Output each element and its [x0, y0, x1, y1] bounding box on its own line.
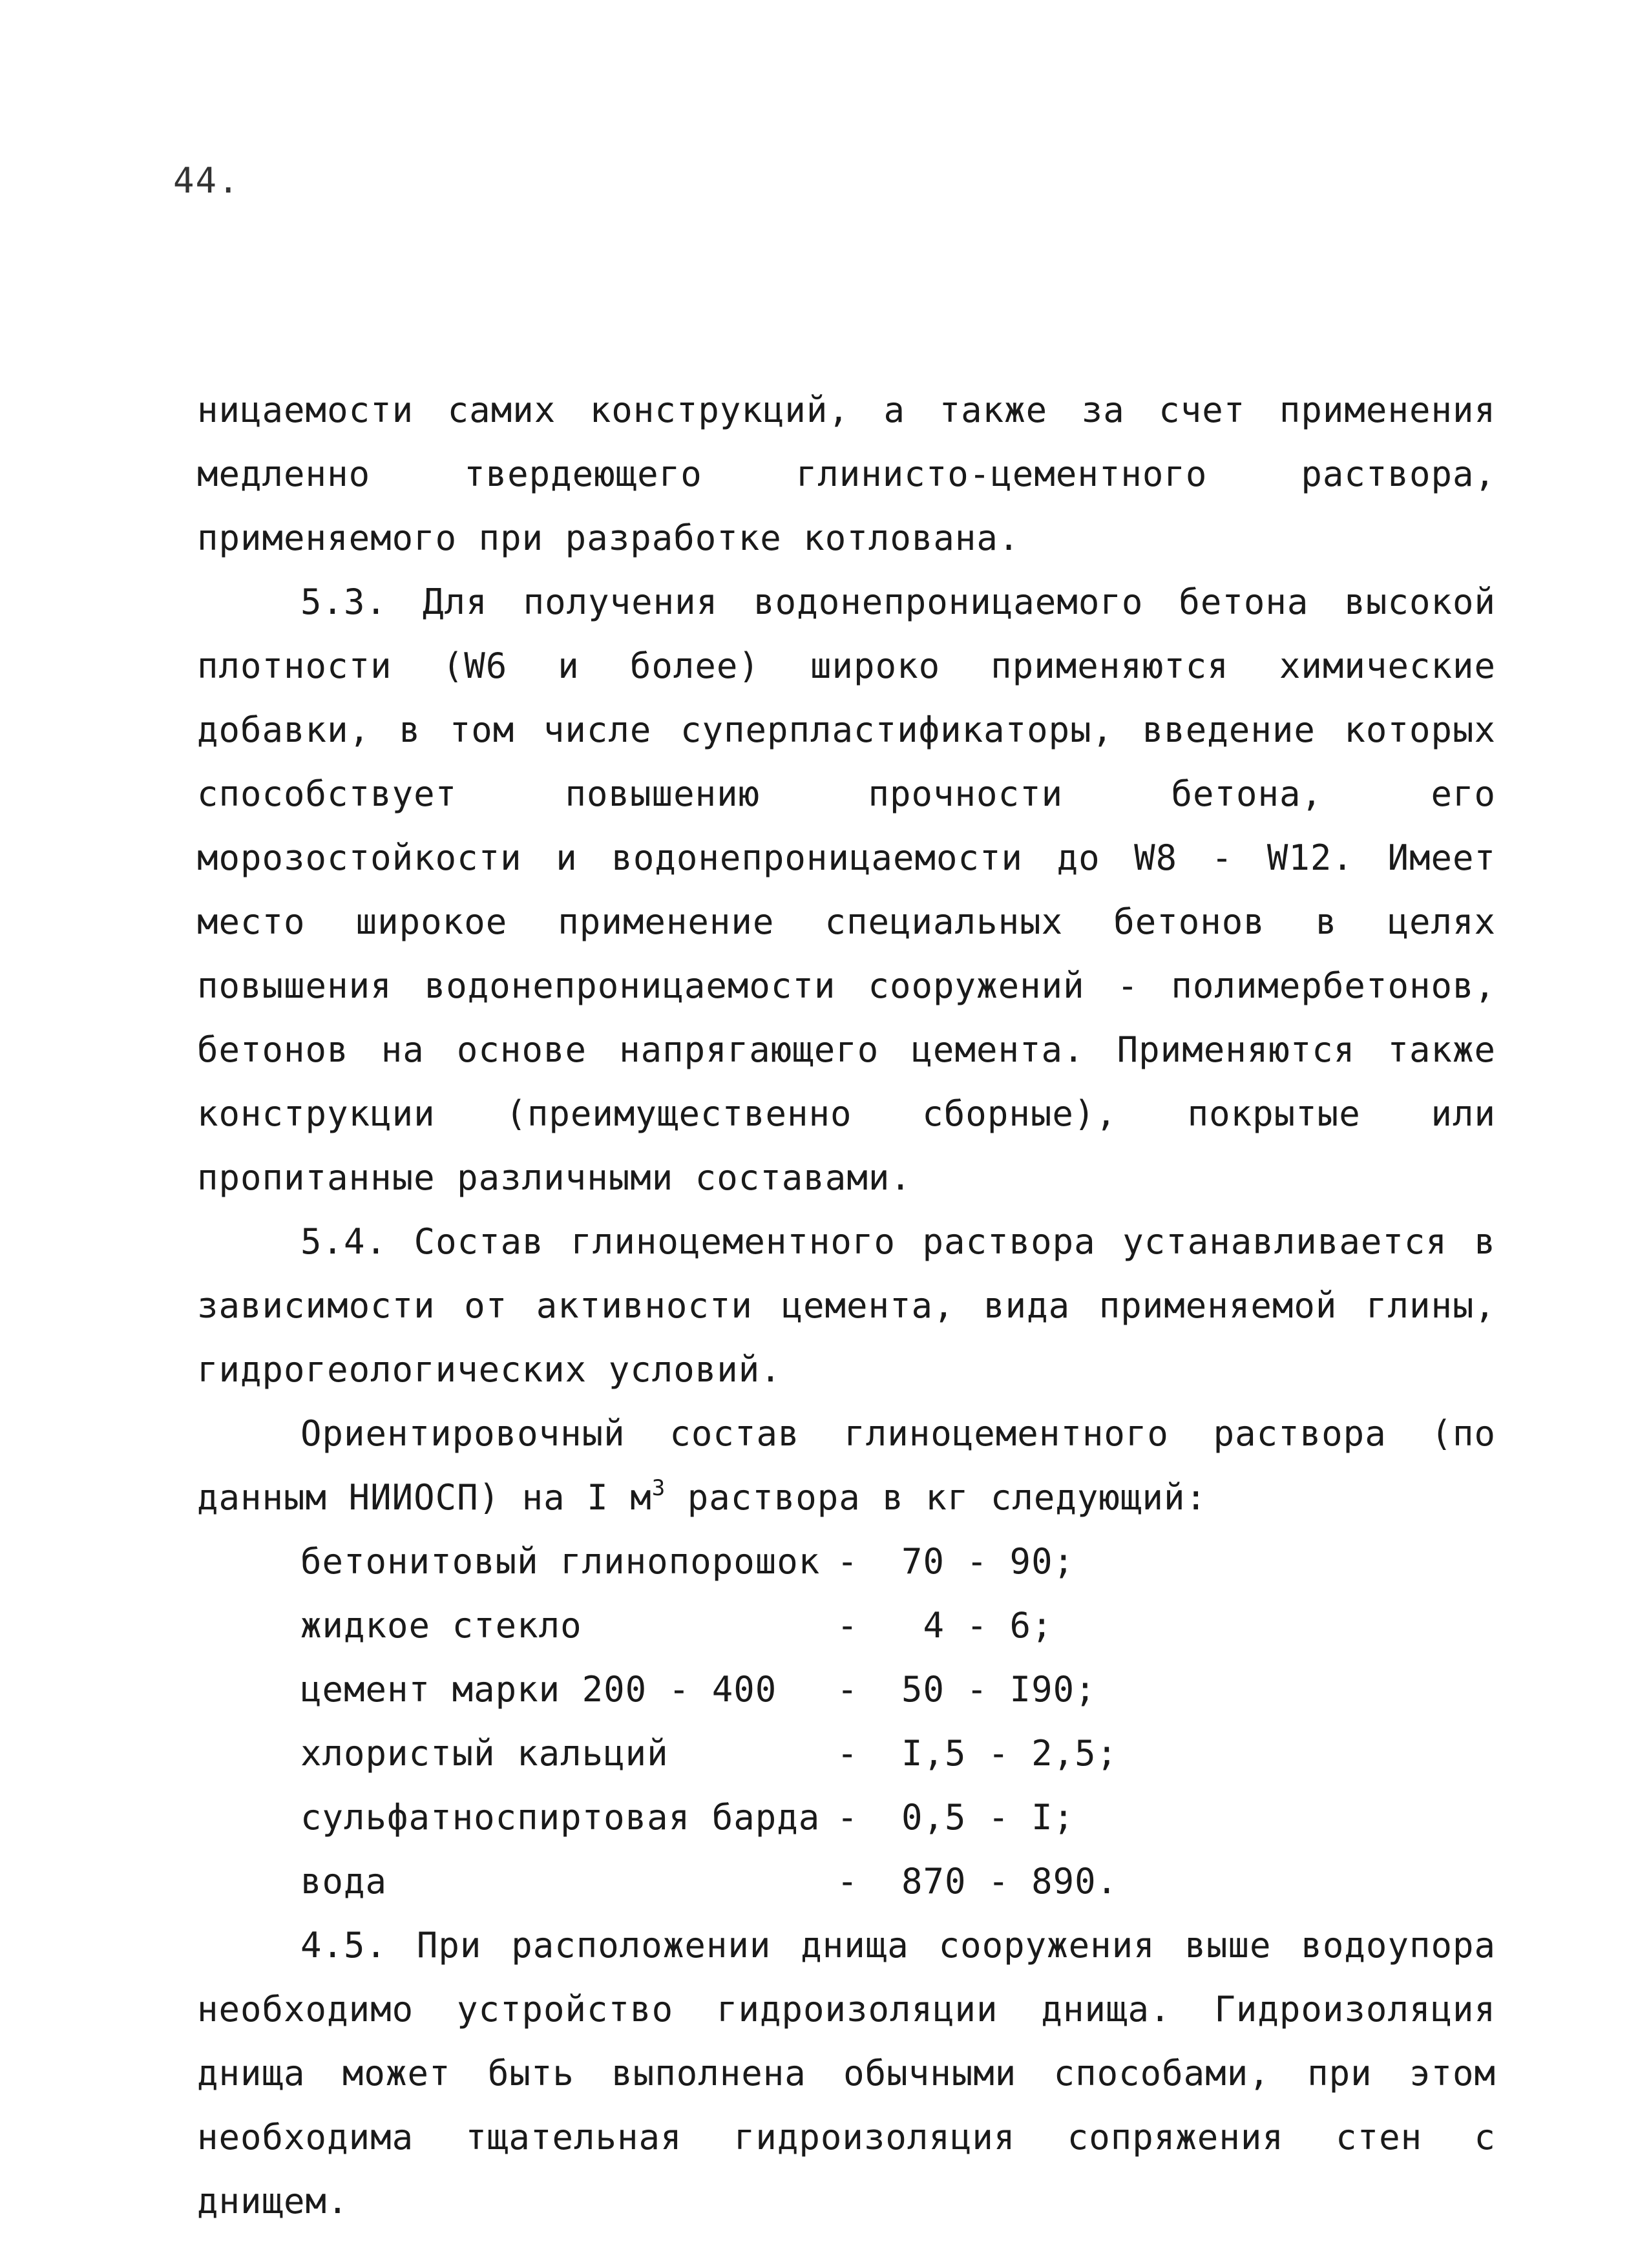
- component-name: бетонитовый глинопорошок: [300, 1541, 821, 1582]
- list-item: [197, 1849, 1496, 1913]
- component-dash: -: [837, 1605, 859, 1646]
- component-dash: -: [837, 1541, 859, 1582]
- composition-intro-text: Ориентировочный состав глиноцементного раствора (по данным НИИОСП) на I м: [197, 1413, 1496, 1518]
- paragraph-4-5: 4.5. При расположении днища сооружения выше водоупора необходимо устройство гидроизоляции днища. Гидроизоляция днища может быть выполнена обычными способами, при этом необходима тщательная гидроизоляция сопряжения стен с днищем.: [197, 1925, 1496, 2221]
- component-dash: -: [837, 1861, 859, 1902]
- composition-intro-tail: раствора в кг следующий:: [666, 1477, 1207, 1518]
- cubic-superscript: 3: [651, 1475, 666, 1501]
- list-item: [197, 1785, 1496, 1849]
- paragraph-5-3: 5.3. Для получения водонепроницаемого бетона высокой плотности (W6 и более) широко применяются химические добавки, в том числе суперпластификаторы, введение которых способствует повышению прочности бетона, его морозостойкости и водонепроницаемости до W8 - W12. Имеет место широкое применение специальных бетонов в целях повышения водонепроницаемости сооружений - полимербетонов, бетонов на основе напрягающего цемента. Применяются также конструкции (преимущественно сборные), покрытые или пропитанные различными составами.: [197, 582, 1496, 1198]
- list-item: [197, 1529, 1496, 1593]
- list-item: [197, 1657, 1496, 1721]
- component-name: хлористый кальций: [300, 1733, 669, 1774]
- composition-list: [197, 1529, 1496, 1913]
- component-name: сульфатноспиртовая барда: [300, 1797, 821, 1838]
- paragraph-continuation: ницаемости самих конструкций, а также за счет применения медленно твердеющего глинисто-цементного раствора, применяемого при разработке котлована.: [197, 390, 1496, 558]
- component-amount: 50 - I90;: [901, 1669, 1097, 1710]
- page-number: 44.: [173, 160, 240, 201]
- component-amount: 70 - 90;: [901, 1541, 1075, 1582]
- paragraph-composition-intro: [197, 1402, 1496, 1529]
- component-name: жидкое стекло: [300, 1605, 582, 1646]
- list-item: [197, 1721, 1496, 1785]
- component-dash: -: [837, 1669, 859, 1710]
- document-body: [197, 378, 1496, 2233]
- component-amount: 0,5 - I;: [901, 1797, 1075, 1838]
- component-dash: -: [837, 1733, 859, 1774]
- component-name: вода: [300, 1861, 388, 1902]
- list-item: [197, 1593, 1496, 1657]
- paragraph-5-4: 5.4. Состав глиноцементного раствора устанавливается в зависимости от активности цемента, вида применяемой глины, гидрогеологических условий.: [197, 1221, 1496, 1390]
- component-amount: I,5 - 2,5;: [901, 1733, 1119, 1774]
- component-amount: 870 - 890.: [901, 1861, 1119, 1902]
- component-dash: -: [837, 1797, 859, 1838]
- component-name: цемент марки 200 - 400: [300, 1669, 777, 1710]
- component-amount: 4 - 6;: [901, 1605, 1053, 1646]
